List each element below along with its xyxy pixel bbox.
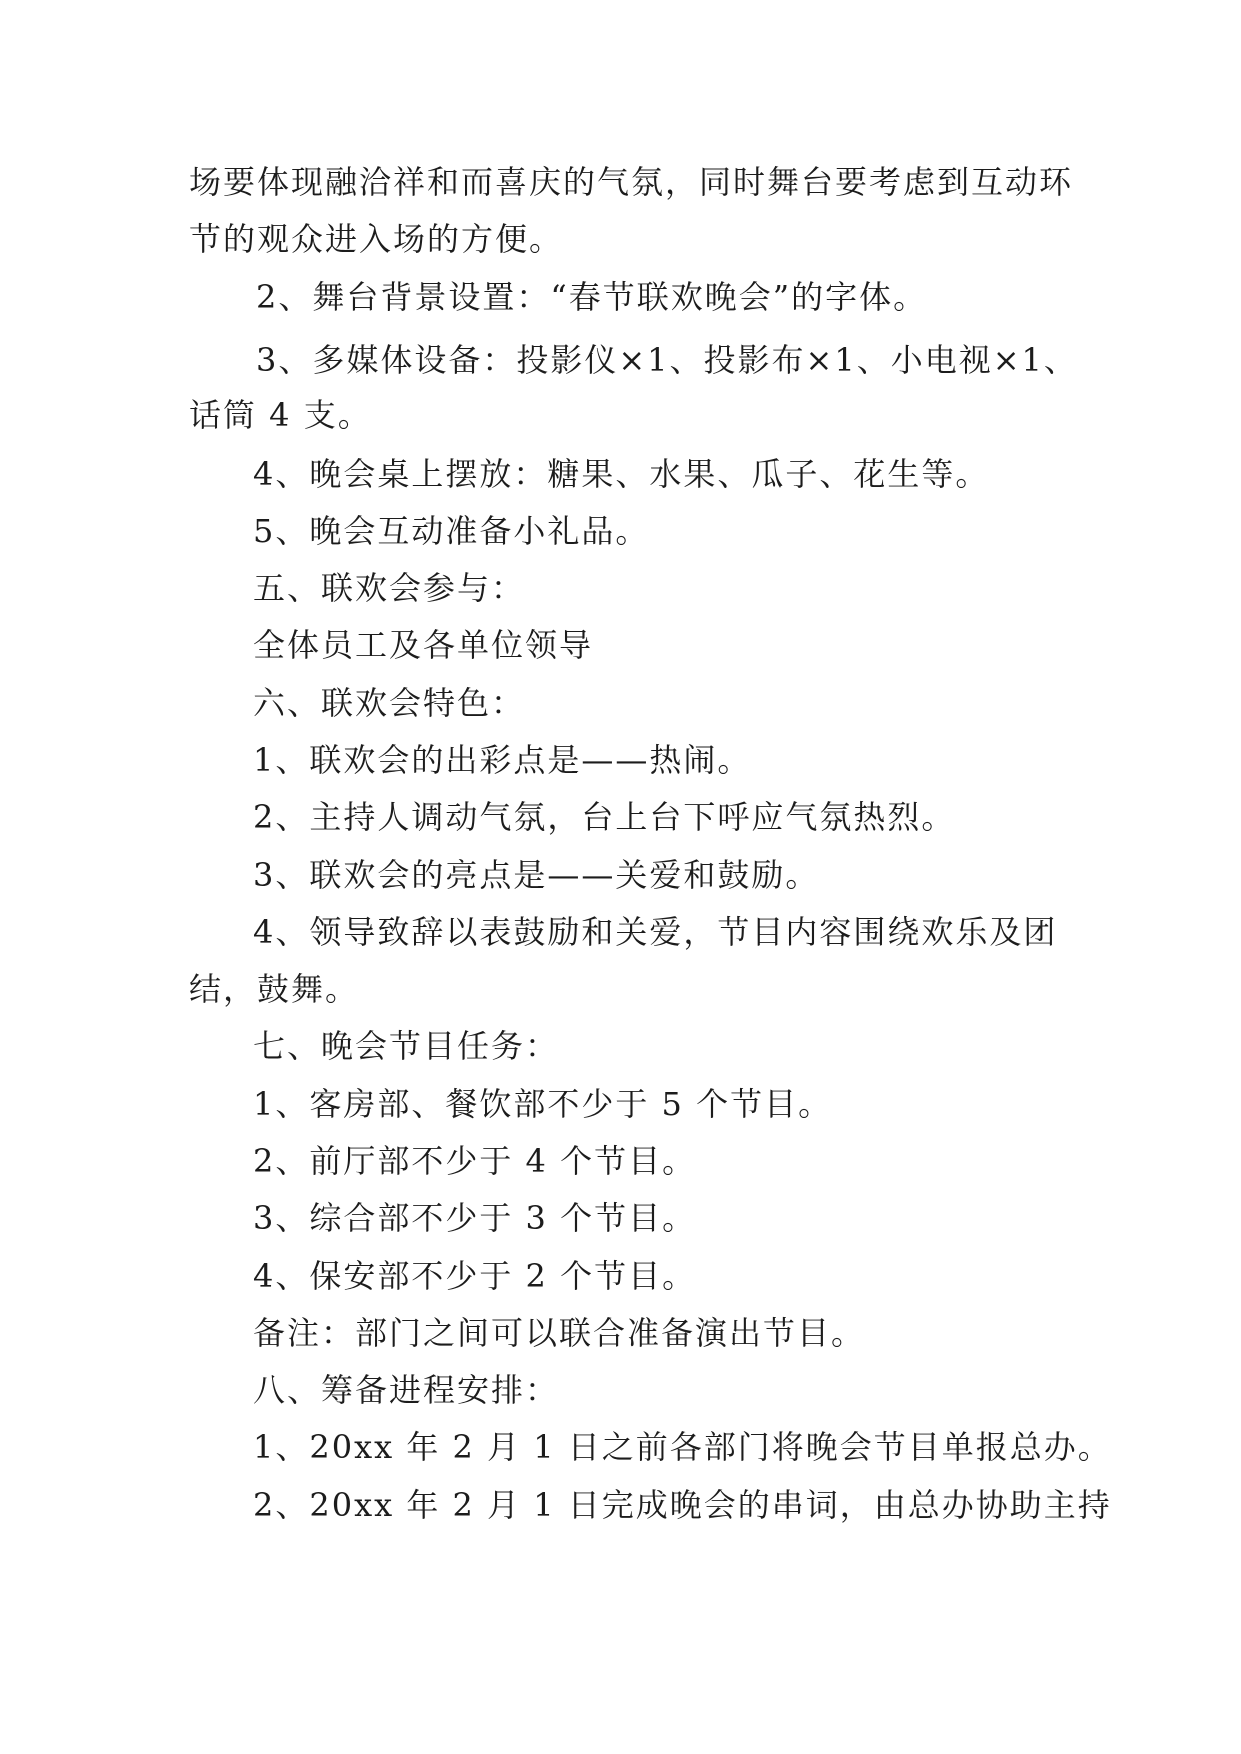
text-line: 4、领导致辞以表鼓励和关爱，节目内容围绕欢乐及团 <box>253 913 1058 951</box>
text-line: 节的观众进入场的方便。 <box>189 220 564 258</box>
text-line: 场要体现融洽祥和而喜庆的气氛，同时舞台要考虑到互动环 <box>189 163 1074 201</box>
text-line: 3、多媒体设备：投影仪×1、投影布×1、小电视×1、 <box>256 341 1078 379</box>
text-line: 1、客房部、餐饮部不少于 5 个节目。 <box>253 1085 833 1123</box>
section-heading: 八、筹备进程安排： <box>253 1371 560 1409</box>
section-heading: 七、晚会节目任务： <box>253 1027 560 1065</box>
text-line: 话筒 4 支。 <box>189 396 372 434</box>
text-line: 全体员工及各单位领导 <box>253 626 594 664</box>
text-line: 5、晚会互动准备小礼品。 <box>253 512 650 550</box>
text-line: 4、保安部不少于 2 个节目。 <box>253 1257 697 1295</box>
text-line: 4、晚会桌上摆放：糖果、水果、瓜子、花生等。 <box>253 455 990 493</box>
text-line: 1、20xx 年 2 月 1 日之前各部门将晚会节目单报总办。 <box>253 1428 1112 1466</box>
section-heading: 五、联欢会参与： <box>253 569 526 607</box>
text-line: 2、前厅部不少于 4 个节目。 <box>253 1142 697 1180</box>
text-line: 2、20xx 年 2 月 1 日完成晚会的串词，由总办协助主持 <box>253 1486 1112 1524</box>
text-line: 2、舞台背景设置：“春节联欢晚会”的字体。 <box>256 278 928 316</box>
text-line: 3、综合部不少于 3 个节目。 <box>253 1199 697 1237</box>
text-line: 3、联欢会的亮点是——关爱和鼓励。 <box>253 856 820 894</box>
text-line: 2、主持人调动气氛，台上台下呼应气氛热烈。 <box>253 798 956 836</box>
text-line: 1、联欢会的出彩点是——热闹。 <box>253 741 752 779</box>
section-heading: 六、联欢会特色： <box>253 684 526 722</box>
text-line: 结，鼓舞。 <box>189 970 360 1008</box>
note-line: 备注：部门之间可以联合准备演出节目。 <box>253 1314 866 1352</box>
